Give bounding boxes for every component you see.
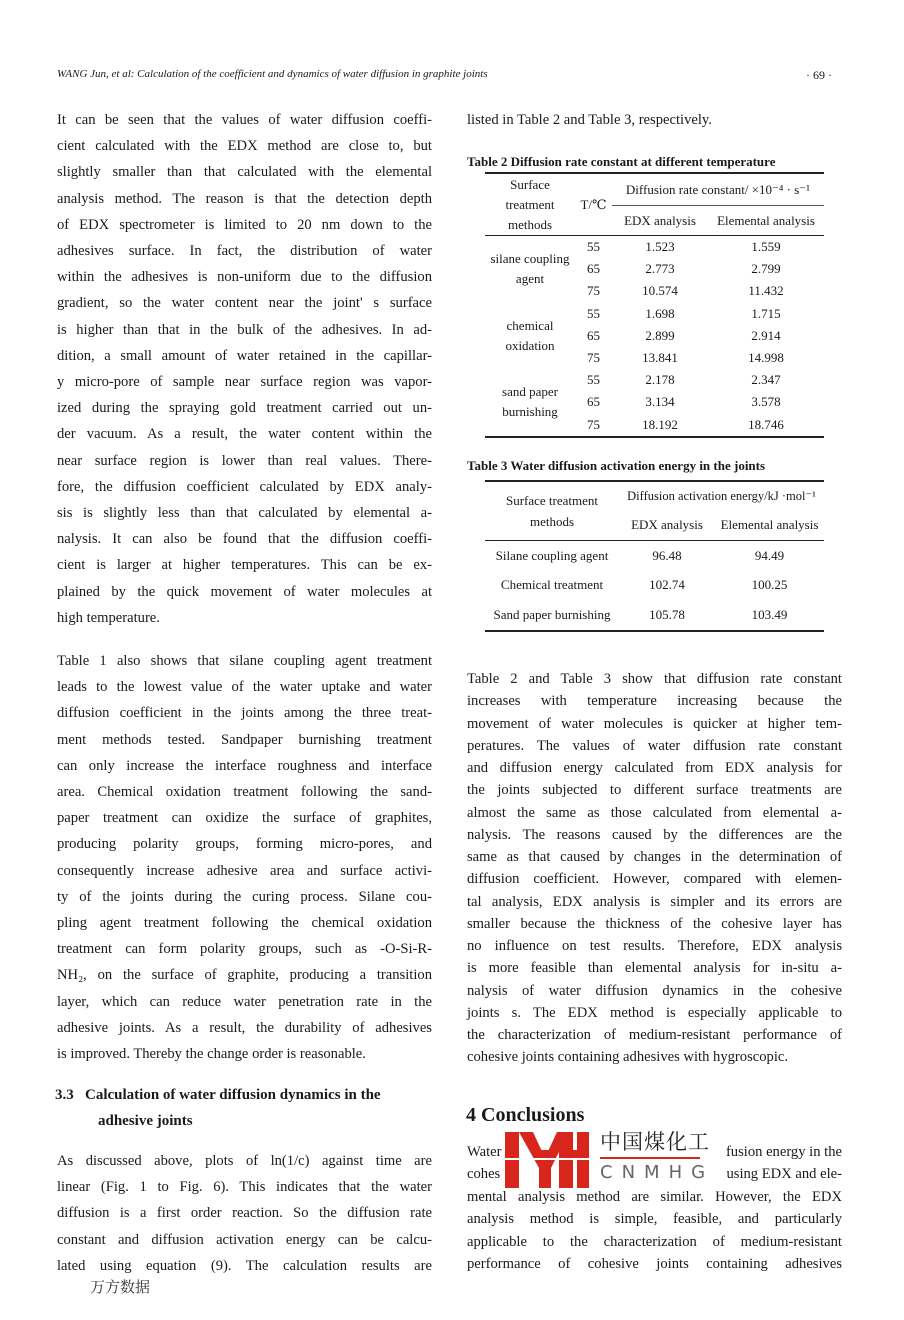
section-heading: [55, 1087, 381, 1104]
table-cell: Sand paper burnishing: [493, 606, 611, 622]
header-cell: Diffusion activation energy/kJ ·mol⁻¹: [627, 489, 816, 503]
section-heading-cont: adhesive joints: [98, 1113, 193, 1129]
cell-line: agent: [515, 271, 545, 287]
table-header-row: [485, 481, 824, 510]
header-cell: Diffusion rate constant/ ×10⁻⁴ · s⁻¹: [612, 173, 824, 206]
cell-line: oxidation: [505, 337, 555, 353]
method-cell: [485, 236, 575, 303]
table2-caption: Table 2 Diffusion rate constant at different temperature: [467, 154, 776, 169]
table-cell: 18.746: [748, 416, 784, 432]
table-row: [485, 303, 824, 325]
watermark-chinese: 中国煤化工: [600, 1126, 712, 1156]
table-cell: 1.559: [751, 239, 781, 255]
cell-line: sand paper: [502, 384, 558, 400]
section-title: Calculation of water diffusion dynamics in the: [85, 1087, 381, 1103]
footer-source: 万方数据: [90, 1278, 151, 1296]
table-header-row: [485, 173, 824, 206]
table-row: [485, 600, 824, 631]
cell-line: methods: [529, 514, 575, 529]
table-cell: 102.74: [649, 577, 685, 593]
table3-caption: Table 3 Water diffusion activation energy in the joints: [467, 458, 766, 473]
table-cell: 3.134: [645, 394, 675, 410]
table-cell: 55: [587, 372, 600, 388]
header-cell: [485, 173, 575, 236]
conclusions-heading: 4 Conclusions: [466, 1104, 585, 1126]
table-2: [485, 172, 824, 438]
table-cell: 2.899: [645, 327, 675, 343]
table-cell: 2.773: [645, 261, 675, 277]
table-cell: 1.523: [645, 239, 675, 255]
table-cell: 3.578: [751, 394, 781, 410]
table-cell: Silane coupling agent: [495, 547, 609, 563]
watermark-underline: [600, 1157, 700, 1159]
conclusion-line: Water fusion energy in the: [467, 1144, 842, 1160]
header-cell: T/℃: [580, 196, 607, 212]
header-cell: Elemental analysis: [720, 517, 819, 532]
table-row: [485, 369, 824, 391]
table-row: [485, 236, 824, 259]
table-row: [485, 571, 824, 601]
table-cell: 96.48: [652, 547, 682, 563]
table-cell: 10.574: [642, 283, 678, 299]
table-cell: 100.25: [751, 577, 788, 593]
header-cell: EDX analysis: [631, 517, 703, 532]
table-cell: Chemical treatment: [500, 577, 604, 593]
table-cell: 13.841: [642, 350, 678, 366]
table-cell: 75: [587, 416, 600, 432]
page-number: · 69 ·: [806, 68, 832, 82]
header-cell: Elemental analysis: [717, 212, 815, 228]
cell-line: Surface treatment: [505, 493, 599, 508]
table-cell: 2.178: [645, 372, 675, 388]
table-cell: 1.715: [751, 305, 781, 321]
table-cell: 1.698: [645, 305, 675, 321]
table-3: [485, 480, 824, 632]
table-row: [485, 541, 824, 571]
method-cell: [485, 303, 575, 370]
table-cell: 65: [587, 261, 600, 277]
header-cell: EDX analysis: [624, 212, 696, 228]
table-cell: 11.432: [748, 283, 784, 299]
table-cell: 2.799: [751, 261, 781, 277]
running-header: WANG Jun, et al: Calculation of the coefficient and dynamics of water diffusion in graphite joints: [57, 68, 488, 80]
table-cell: 103.49: [751, 606, 788, 622]
watermark-latin: CNMHG: [600, 1162, 715, 1183]
header-cell: [485, 481, 619, 541]
table-cell: 55: [587, 239, 600, 255]
table-cell: 75: [587, 283, 600, 299]
table-cell: 105.78: [649, 606, 685, 622]
cell-line: methods: [507, 216, 553, 232]
cell-line: Surface: [510, 176, 550, 192]
cell-line: burnishing: [502, 404, 558, 420]
conclusion-line: cohes using EDX and ele-: [467, 1166, 842, 1182]
cell-line: chemical: [506, 317, 554, 333]
table-cell: 18.192: [642, 416, 678, 432]
table-cell: 65: [587, 394, 600, 410]
cell-line: treatment: [505, 196, 555, 212]
section-number: 3.3: [55, 1087, 74, 1103]
table-cell: 65: [587, 327, 600, 343]
table-cell: 2.347: [751, 372, 781, 388]
table-cell: 14.998: [748, 350, 784, 366]
cell-line: silane coupling: [490, 251, 570, 267]
table-cell: 55: [587, 305, 600, 321]
table-cell: 2.914: [751, 327, 781, 343]
table-cell: 94.49: [754, 547, 785, 563]
method-cell: [485, 369, 575, 437]
table-cell: 75: [587, 350, 600, 366]
